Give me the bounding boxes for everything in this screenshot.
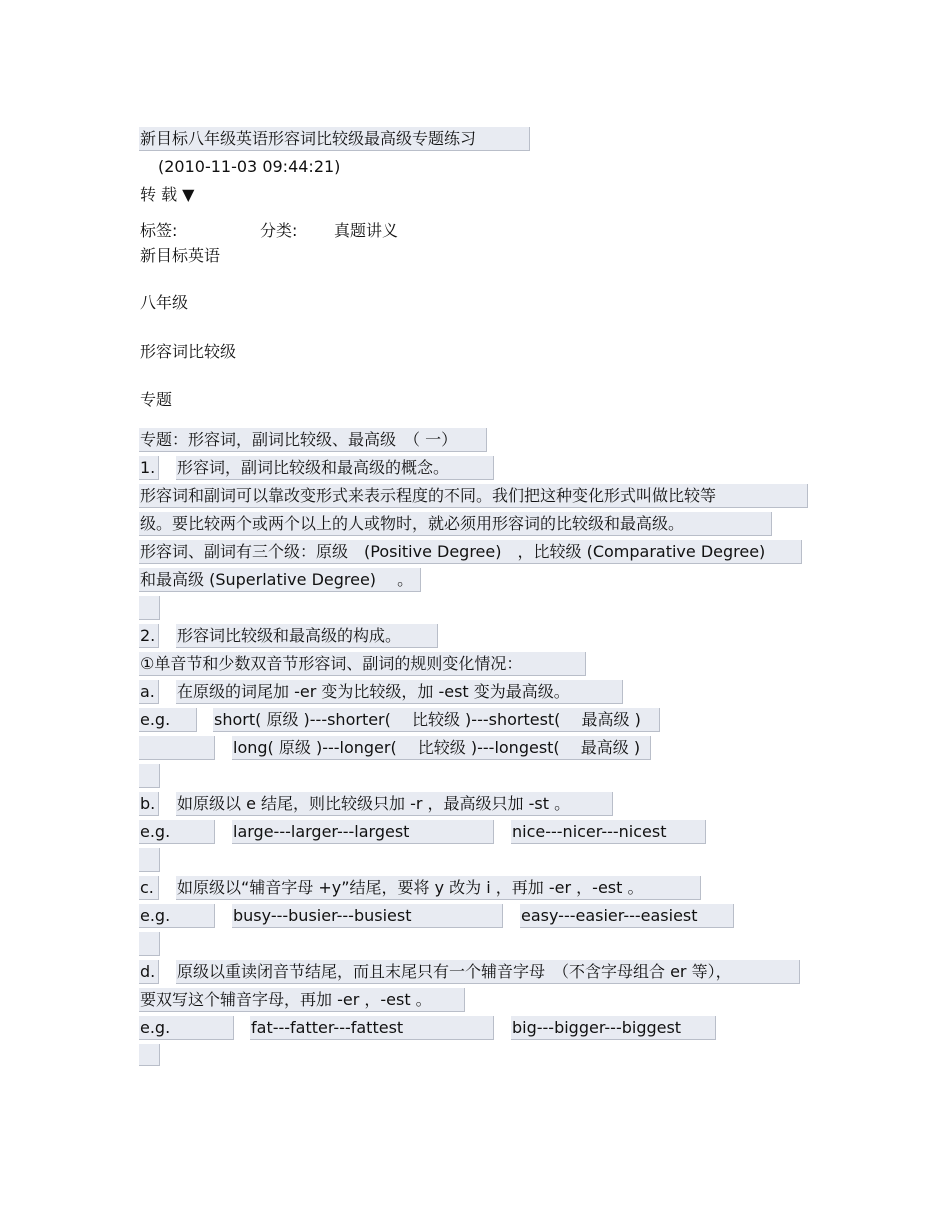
example-label: e.g. bbox=[140, 710, 171, 729]
rule-label: d. bbox=[140, 962, 156, 981]
tag-link[interactable]: 八年级 bbox=[140, 293, 189, 312]
example-text: fat---fatter---fattest bbox=[251, 1018, 404, 1037]
rule-label: b. bbox=[140, 794, 156, 813]
section-number: 1. bbox=[140, 458, 156, 477]
example-label: e.g. bbox=[140, 906, 171, 925]
tag-link[interactable]: 形容词比较级 bbox=[140, 342, 237, 361]
example-label: e.g. bbox=[140, 822, 171, 841]
category-label: 分类: bbox=[260, 221, 298, 240]
page-title: 新目标八年级英语形容词比较级最高级专题练习 bbox=[140, 129, 477, 148]
example-label: e.g. bbox=[140, 1018, 171, 1037]
paragraph-line: 形容词和副词可以靠改变形式来表示程度的不同。我们把这种变化形式叫做比较等 bbox=[140, 486, 717, 505]
example-text: big---bigger---biggest bbox=[512, 1018, 682, 1037]
line-bg bbox=[139, 736, 215, 760]
section-title: 形容词比较级和最高级的构成。 bbox=[177, 626, 402, 645]
rule-text: 要双写这个辅音字母，再加 -er ，-est 。 bbox=[140, 990, 432, 1009]
paragraph-line: 和最高级 (Superlative Degree) 。 bbox=[140, 570, 414, 589]
tag-link[interactable]: 新目标英语 bbox=[140, 246, 221, 265]
rule-text: 在原级的词尾加 -er 变为比较级，加 -est 变为最高级。 bbox=[177, 682, 570, 701]
section-heading: 专题：形容词，副词比较级、最高级 （ 一） bbox=[140, 430, 458, 449]
rule-line: ①单音节和少数双音节形容词、副词的规则变化情况： bbox=[140, 654, 523, 673]
example-text: busy---busier---busiest bbox=[233, 906, 412, 925]
tags-label: 标签: bbox=[140, 221, 178, 240]
empty-cell bbox=[139, 932, 160, 956]
empty-cell bbox=[139, 596, 160, 620]
empty-cell bbox=[139, 1044, 160, 1066]
rule-label: a. bbox=[140, 682, 155, 701]
rule-text: 如原级以“辅音字母 +y”结尾，要将 y 改为 i ，再加 -er ，-est 。 bbox=[177, 878, 644, 897]
section-title: 形容词，副词比较级和最高级的概念。 bbox=[177, 458, 450, 477]
example-text: easy---easier---easiest bbox=[521, 906, 698, 925]
rule-text: 原级以重读闭音节结尾，而且末尾只有一个辅音字母 （不含字母组合 er 等）， bbox=[177, 962, 732, 981]
empty-cell bbox=[139, 764, 160, 788]
empty-cell bbox=[139, 848, 160, 872]
repost-toggle[interactable]: 转 载 ▼ bbox=[140, 185, 195, 204]
paragraph-line: 形容词、副词有三个级：原级 (Positive Degree) ，比较级 (Comparative Degree) bbox=[140, 542, 766, 561]
tag-link[interactable]: 专题 bbox=[140, 390, 173, 409]
example-text: large---larger---largest bbox=[233, 822, 410, 841]
example-text: long( 原级 )---longer( 比较级 )---longest( 最高级 ) bbox=[233, 738, 641, 757]
timestamp: (2010-11-03 09:44:21) bbox=[158, 157, 341, 176]
rule-label: c. bbox=[140, 878, 154, 897]
category-link[interactable]: 真题讲义 bbox=[334, 221, 399, 240]
rule-text: 如原级以 e 结尾，则比较级只加 -r ，最高级只加 -st 。 bbox=[177, 794, 571, 813]
example-text: nice---nicer---nicest bbox=[512, 822, 667, 841]
example-text: short( 原级 )---shorter( 比较级 )---shortest( 最高级 ) bbox=[214, 710, 641, 729]
section-number: 2. bbox=[140, 626, 156, 645]
paragraph-line: 级。要比较两个或两个以上的人或物时，就必须用形容词的比较级和最高级。 bbox=[140, 514, 685, 533]
